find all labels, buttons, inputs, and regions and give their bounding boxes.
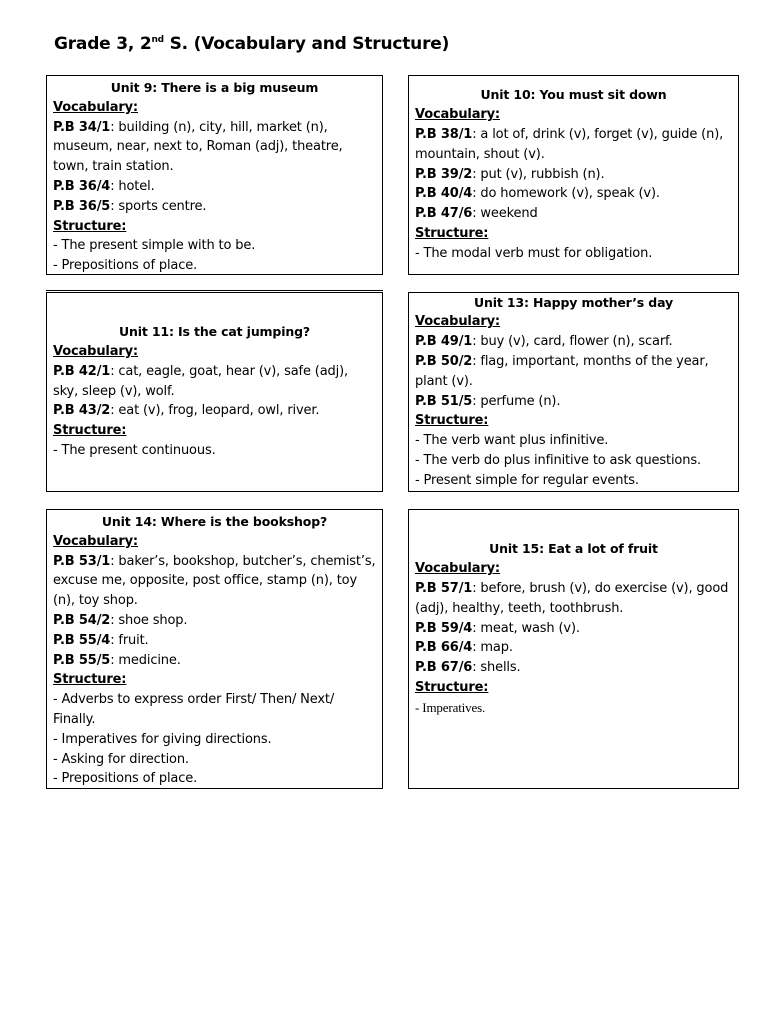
structure-label: Structure: (415, 413, 489, 429)
pb-reference: P.B 40/4 (415, 186, 473, 202)
unit-9-box (46, 75, 383, 275)
pb-reference: P.B 36/5 (53, 198, 111, 214)
structure-item: - Imperatives for giving directions. (53, 731, 272, 747)
unit-14-box (46, 509, 383, 789)
pb-reference: P.B 47/6 (415, 206, 473, 222)
vocab-entry: P.B 51/5: perfume (n). (415, 393, 561, 409)
pb-reference: P.B 49/1 (415, 334, 473, 350)
vocabulary-label: Vocabulary: (53, 344, 138, 359)
vocab-entry: P.B 66/4: map. (415, 640, 513, 656)
unit-title: Unit 11: Is the cat jumping? (118, 324, 311, 340)
unit-13-box (408, 292, 739, 492)
structure-label: Structure: (53, 218, 127, 234)
structure-label: Structure: (415, 679, 489, 695)
unit-title: Unit 9: There is a big museum (110, 80, 319, 95)
vocabulary-label: Vocabulary: (53, 533, 138, 549)
vocab-entry: P.B 47/6: weekend (415, 206, 538, 222)
structure-item: - Adverbs to express order First/ Then/ Next/ Finally. (53, 692, 335, 727)
unit-11-box (46, 292, 383, 492)
vocabulary-label: Vocabulary: (415, 561, 500, 577)
unit-title: Unit 10: You must sit down (480, 87, 667, 103)
page-title: Grade 3, 2nd S. (Vocabulary and Structure) (54, 34, 450, 54)
structure-label: Structure: (53, 672, 127, 688)
structure-label: Structure: (53, 423, 127, 439)
pb-reference: P.B 66/4 (415, 640, 473, 656)
vocab-entry: P.B 43/2: eat (v), frog, leopard, owl, river. (53, 403, 320, 419)
vocab-entry: P.B 39/2: put (v), rubbish (n). (415, 166, 605, 182)
pb-reference: P.B 36/4 (53, 178, 111, 194)
pb-reference: P.B 51/5 (415, 393, 473, 409)
structure-item: - Prepositions of place. (53, 771, 198, 787)
unit-title: Unit 15: Eat a lot of fruit (489, 541, 658, 557)
unit-title: Unit 14: Where is the bookshop? (101, 514, 328, 529)
unit-15-box (408, 509, 739, 789)
vocab-entry: P.B 42/1: cat, eagle, goat, hear (v), safe (adj), sky, sleep (v), wolf. (53, 363, 349, 399)
vocab-entry: P.B 54/2: shoe shop. (53, 612, 188, 628)
pb-reference: P.B 67/6 (415, 660, 473, 676)
structure-item: - Prepositions of place. (53, 258, 198, 274)
pb-reference: P.B 42/1 (53, 363, 111, 379)
divider (46, 290, 383, 291)
pb-reference: P.B 34/1 (53, 119, 111, 135)
vocab-entry: P.B 67/6: shells. (415, 660, 521, 676)
pb-reference: P.B 53/1 (53, 553, 111, 569)
vocab-entry: P.B 36/4: hotel. (53, 178, 155, 194)
structure-item: - Imperatives. (415, 699, 486, 715)
pb-reference: P.B 57/1 (415, 581, 473, 596)
structure-item: - The present continuous. (53, 442, 216, 458)
pb-reference: P.B 39/2 (415, 166, 473, 182)
vocabulary-label: Vocabulary: (415, 314, 500, 330)
pb-reference: P.B 55/5 (53, 652, 111, 668)
structure-label: Structure: (415, 225, 489, 241)
structure-item: - Present simple for regular events. (415, 472, 639, 488)
pb-reference: P.B 43/2 (53, 403, 111, 419)
pb-reference: P.B 38/1 (415, 127, 473, 142)
structure-item: - The verb want plus infinitive. (415, 433, 609, 449)
structure-item: - The present simple with to be. (53, 238, 256, 254)
pb-reference: P.B 54/2 (53, 612, 111, 628)
vocab-entry: P.B 55/4: fruit. (53, 632, 149, 648)
unit-title: Unit 13: Happy mother’s day (474, 294, 673, 310)
pb-reference: P.B 55/4 (53, 632, 111, 648)
vocab-entry: P.B 40/4: do homework (v), speak (v). (415, 186, 660, 202)
vocab-entry: P.B 53/1: baker’s, bookshop, butcher’s, chemist’s, excuse me, opposite, post office, stamp (n), toy (n), toy shop. (53, 553, 376, 609)
vocab-entry: P.B 36/5: sports centre. (53, 198, 207, 214)
vocabulary-label: Vocabulary: (415, 107, 500, 123)
structure-item: - Asking for direction. (53, 751, 189, 767)
vocab-entry: P.B 59/4: meat, wash (v). (415, 620, 580, 636)
vocab-entry: P.B 50/2: flag, important, months of the year, plant (v). (415, 353, 709, 389)
vocab-entry: P.B 57/1: before, brush (v), do exercise (v), good (adj), healthy, teeth, toothbrush. (415, 581, 729, 616)
vocab-entry: P.B 49/1: buy (v), card, flower (n), scarf. (415, 334, 673, 350)
vocab-entry: P.B 38/1: a lot of, drink (v), forget (v), guide (n), mountain, shout (v). (415, 127, 724, 162)
structure-item: - The modal verb must for obligation. (415, 245, 653, 261)
vocab-entry: P.B 55/5: medicine. (53, 652, 181, 668)
vocabulary-label: Vocabulary: (53, 99, 138, 115)
structure-item: - The verb do plus infinitive to ask questions. (415, 452, 701, 468)
unit-10-box (408, 75, 739, 275)
pb-reference: P.B 50/2 (415, 353, 473, 369)
pb-reference: P.B 59/4 (415, 620, 473, 636)
vocab-entry: P.B 34/1: building (n), city, hill, market (n), museum, near, next to, Roman (adj), theatre, town, train station. (53, 119, 343, 175)
